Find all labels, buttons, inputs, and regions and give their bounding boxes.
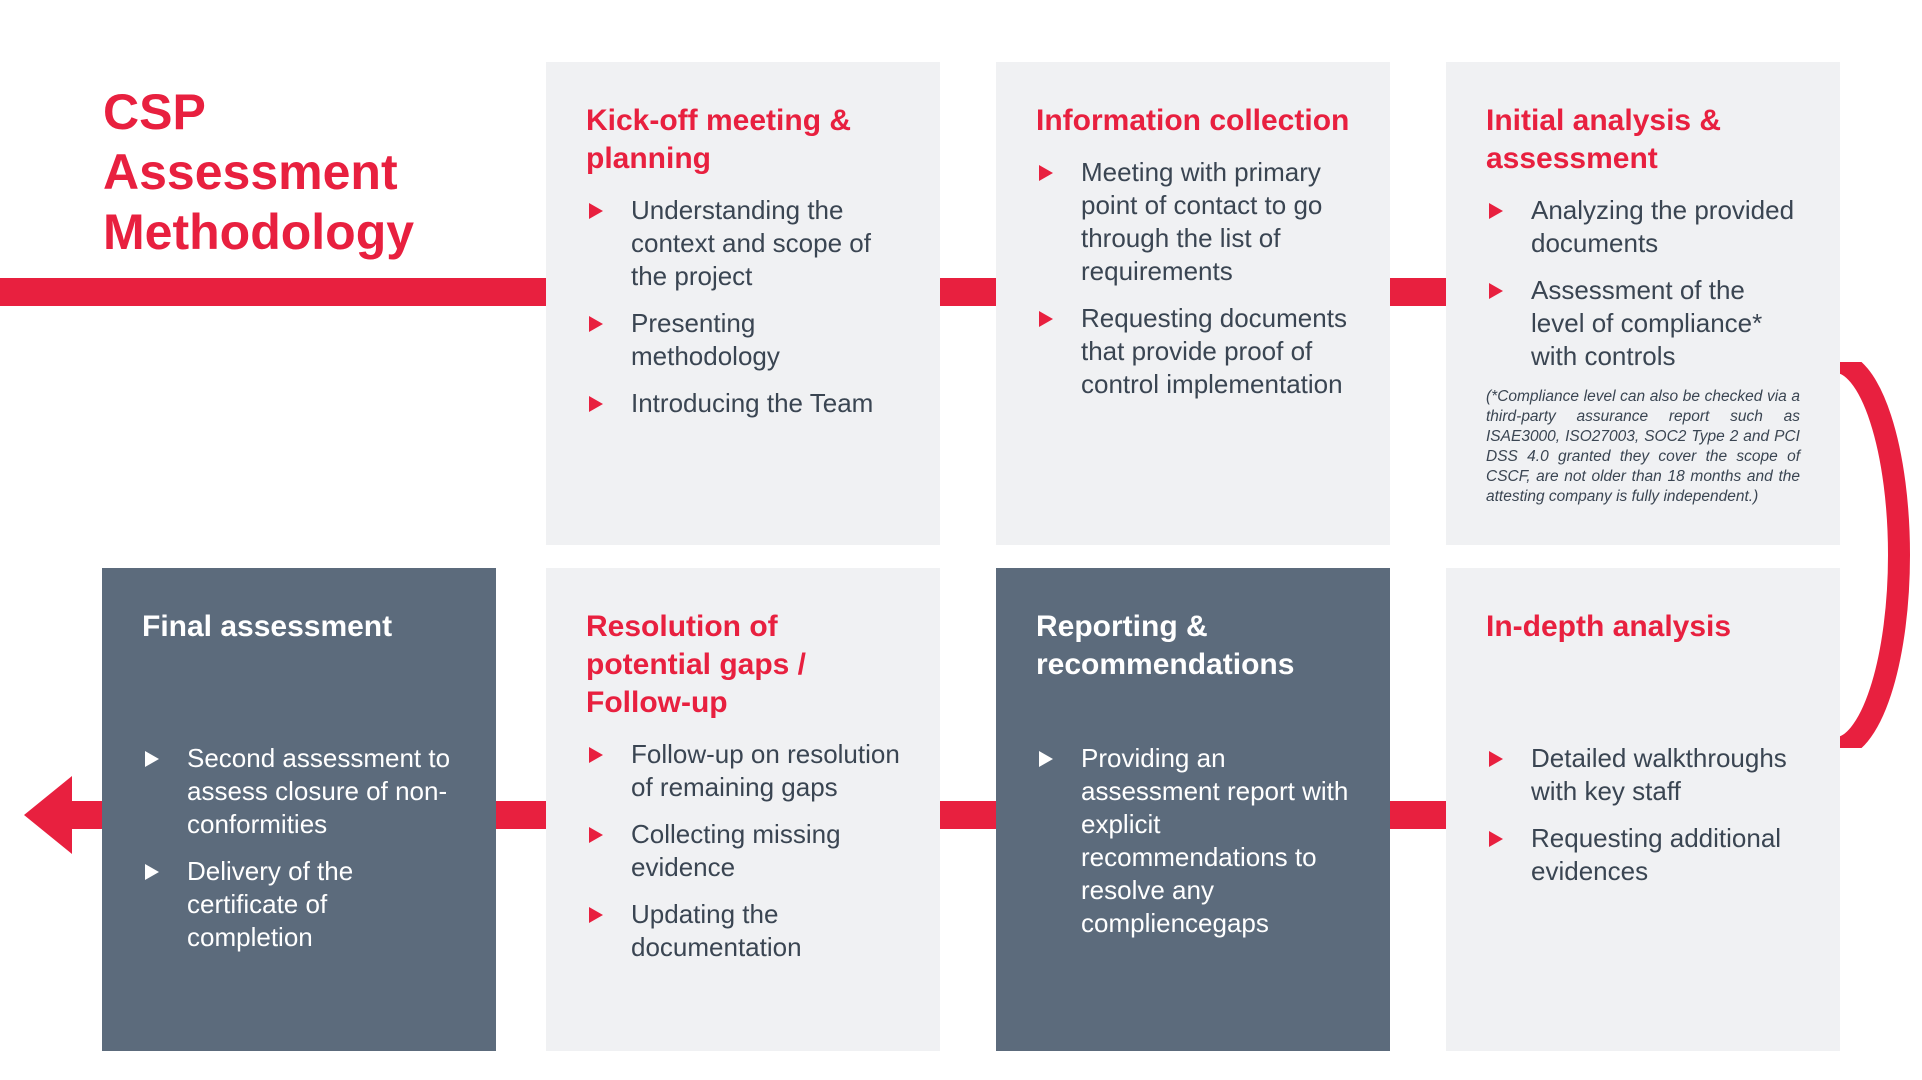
bullet-arrow-icon xyxy=(589,907,603,923)
bullet-arrow-icon xyxy=(589,203,603,219)
title-line-1: CSP xyxy=(103,84,206,140)
flow-connector-1-2 xyxy=(940,278,996,306)
flow-exit-arrow-icon xyxy=(24,776,104,854)
bullet-arrow-icon xyxy=(145,751,159,767)
step-title: Resolution of potential gaps / Follow-up xyxy=(586,610,807,719)
bullet-arrow-icon xyxy=(145,864,159,880)
flow-line-top-left xyxy=(0,278,546,306)
bullet-arrow-icon xyxy=(1489,751,1503,767)
flow-connector-4-5 xyxy=(1390,801,1446,829)
step-card-reporting xyxy=(996,568,1390,1051)
list-item: Detailed walkthroughs with key staff xyxy=(1486,742,1800,808)
title-line-3: Methodology xyxy=(103,204,415,260)
list-item: Requesting additional evidences xyxy=(1486,822,1800,888)
step-items xyxy=(1486,742,1800,888)
list-item: Presenting methodology xyxy=(586,307,900,373)
bullet-arrow-icon xyxy=(589,827,603,843)
step-card-resolution xyxy=(546,568,940,1051)
step-card-kickoff xyxy=(546,62,940,545)
flow-connector-5-6 xyxy=(940,801,996,829)
step-card-information-collection xyxy=(996,62,1390,545)
step-card-in-depth-analysis xyxy=(1446,568,1840,1051)
bullet-arrow-icon xyxy=(1489,203,1503,219)
step-card-final-assessment xyxy=(102,568,496,1051)
list-item: Providing an assessment report with explicit recommendations to resolve any compliencegaps xyxy=(1036,742,1350,940)
list-item: Meeting with primary point of contact to go through the list of requirements xyxy=(1036,156,1350,288)
step-title: In-depth analysis xyxy=(1486,610,1732,643)
bullet-arrow-icon xyxy=(1039,751,1053,767)
step-title: Final assessment xyxy=(142,610,393,643)
step-title: Information collection xyxy=(1036,104,1350,137)
bullet-arrow-icon xyxy=(589,747,603,763)
bullet-arrow-icon xyxy=(589,316,603,332)
step-title: Initial analysis & assessment xyxy=(1486,104,1722,175)
step-items xyxy=(1486,194,1800,373)
list-item: Understanding the context and scope of the project xyxy=(586,194,900,293)
flow-loop-arc xyxy=(1836,362,1916,748)
step-card-initial-analysis xyxy=(1446,62,1840,545)
flow-connector-2-3 xyxy=(1390,278,1446,306)
step-items xyxy=(1036,156,1350,401)
list-item: Follow-up on resolution of remaining gaps xyxy=(586,738,900,804)
list-item: Introducing the Team xyxy=(586,387,900,420)
compliance-footnote: (*Compliance level can also be checked via a third-party assurance report such as ISAE3000, ISO27003, SOC2 Type 2 and PCI DSS 4.0 granted they cover the scope of CSCF, are not older than 18 months and the attesting company is fully independent.) xyxy=(1486,388,1800,505)
list-item: Second assessment to assess closure of non-conformities xyxy=(142,742,456,841)
step-items xyxy=(586,738,900,964)
step-items xyxy=(1036,742,1350,940)
list-item: Delivery of the certificate of completion xyxy=(142,855,456,954)
flow-connector-6-7 xyxy=(496,801,546,829)
bullet-arrow-icon xyxy=(589,396,603,412)
bullet-arrow-icon xyxy=(1039,165,1053,181)
bullet-arrow-icon xyxy=(1489,831,1503,847)
list-item: Assessment of the level of compliance* with controls xyxy=(1486,274,1800,373)
step-items xyxy=(586,194,900,420)
bullet-arrow-icon xyxy=(1489,283,1503,299)
list-item: Analyzing the provided documents xyxy=(1486,194,1800,260)
bullet-arrow-icon xyxy=(1039,311,1053,327)
step-items xyxy=(142,742,456,954)
list-item: Collecting missing evidence xyxy=(586,818,900,884)
step-title: Kick-off meeting & planning xyxy=(586,104,852,175)
list-item: Updating the documentation xyxy=(586,898,900,964)
step-title: Reporting & recommendations xyxy=(1036,610,1295,681)
page-title xyxy=(103,82,414,262)
list-item: Requesting documents that provide proof of control implementation xyxy=(1036,302,1350,401)
title-line-2: Assessment xyxy=(103,144,398,200)
